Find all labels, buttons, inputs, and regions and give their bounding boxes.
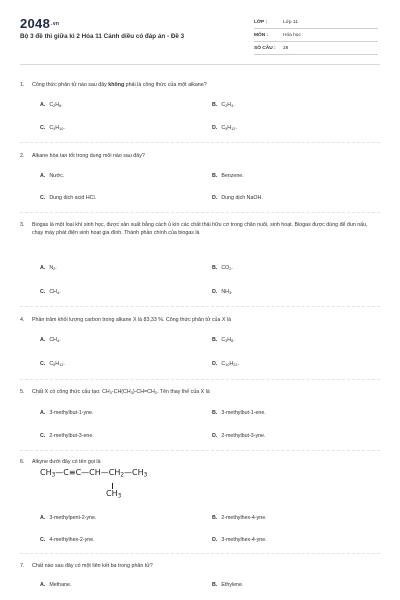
option-1a[interactable] xyxy=(40,102,63,108)
option-text: 3-methylbut-1-ene. xyxy=(221,410,266,416)
option-label: D. xyxy=(212,537,218,543)
question-number: 1. xyxy=(20,82,25,88)
option-2d[interactable] xyxy=(212,195,263,201)
option-4c[interactable] xyxy=(40,361,65,367)
option-text: $C_{10}H_{22}$. xyxy=(221,361,239,367)
divider xyxy=(20,306,380,307)
question-text: Biogas là một loại khí sinh học, được sản xuất bằng cách ủ kín các chất thải hữu cơ trong chăn nuôi, sinh hoạt. Biogas được dùng để đun nấu, chạy máy phát điện sinh hoạt gia đình. Thành phần chính của biogas là xyxy=(32,222,368,236)
option-1c[interactable] xyxy=(40,125,65,131)
option-1d[interactable] xyxy=(212,125,237,131)
question-number: 4. xyxy=(20,317,25,323)
question-2 xyxy=(20,153,380,161)
option-text: $CH_4$. xyxy=(49,337,61,343)
option-label: A. xyxy=(40,102,46,108)
option-5b[interactable] xyxy=(212,410,266,416)
option-label: B. xyxy=(212,265,218,271)
option-text: Ethylene. xyxy=(221,582,244,588)
option-text: Dung dịch NaOH. xyxy=(221,195,263,201)
question-6 xyxy=(20,459,380,467)
option-text: 4-methylhex-2-yne. xyxy=(49,537,95,543)
option-text: $C_2H_6$. xyxy=(49,102,63,108)
meta-value: Lớp 11 xyxy=(283,20,298,25)
option-label: C. xyxy=(40,195,46,201)
option-3c[interactable] xyxy=(40,289,61,295)
option-7b[interactable] xyxy=(212,582,243,588)
meta-value: 28 xyxy=(283,46,289,51)
option-label: C. xyxy=(40,537,46,543)
option-text: $C_4H_{10}$. xyxy=(49,125,65,131)
option-1b[interactable] xyxy=(212,102,235,108)
question-7 xyxy=(20,563,380,571)
option-2b[interactable] xyxy=(212,173,244,179)
option-4b[interactable] xyxy=(212,337,235,343)
meta-key: SỐ CÂU : xyxy=(254,46,276,51)
option-label: C. xyxy=(40,125,46,131)
option-text: Dung dịch acid HCl. xyxy=(49,195,97,201)
question-text: Phần trăm khối lượng carbon trong alkane X là 83,33 %. Công thức phân tử của X là xyxy=(32,317,232,323)
option-label: C. xyxy=(40,361,46,367)
option-4d[interactable] xyxy=(212,361,239,367)
option-text: 3-methylhex-4-yne. xyxy=(221,537,267,543)
option-text: 3-methylpent-2-yne. xyxy=(49,515,97,521)
question-text: Công thức phân tử nào sau đây không phải là công thức của một alkane? xyxy=(32,82,207,88)
option-text: $N_2$. xyxy=(49,265,57,271)
question-4 xyxy=(20,317,380,325)
divider xyxy=(20,212,380,213)
option-label: B. xyxy=(212,102,218,108)
option-text: $C_2H_4$. xyxy=(221,102,235,108)
option-label: A. xyxy=(40,515,46,521)
option-label: D. xyxy=(212,125,218,131)
option-2a[interactable] xyxy=(40,173,64,179)
question-text: Alkyne dưới đây có tên gọi là xyxy=(32,459,101,465)
question-number: 3. xyxy=(20,222,25,228)
option-text: 2-methylbut-3-yne. xyxy=(221,433,266,439)
option-7a[interactable] xyxy=(40,582,71,588)
option-label: A. xyxy=(40,582,46,588)
question-text: Chất X có công thức cấu tạo: $CH_3-CH(CH_3)-CH=CH_2$. Tên thay thế của X là xyxy=(32,389,210,395)
option-text: $NH_3$. xyxy=(221,289,233,295)
divider xyxy=(20,450,380,451)
divider xyxy=(254,41,378,42)
question-3 xyxy=(20,222,380,238)
meta-key: MÔN : xyxy=(254,33,269,38)
meta-key: LỚP : xyxy=(254,20,268,25)
option-text: $C_3H_8$. xyxy=(221,337,235,343)
brand-logo[interactable] xyxy=(20,16,59,31)
question-number: 7. xyxy=(20,563,25,569)
option-label: A. xyxy=(40,173,46,179)
brand-name: 2048 xyxy=(20,16,51,31)
option-3a[interactable] xyxy=(40,265,57,271)
option-label: B. xyxy=(212,582,218,588)
option-text: $C_5H_{12}$. xyxy=(221,125,237,131)
question-1 xyxy=(20,82,380,90)
option-text: 2-methylbut-3-ene. xyxy=(49,433,94,439)
option-6b[interactable] xyxy=(212,515,267,521)
option-label: A. xyxy=(40,410,46,416)
option-label: A. xyxy=(40,337,46,343)
option-label: D. xyxy=(212,433,218,439)
option-label: A. xyxy=(40,265,46,271)
question-number: 5. xyxy=(20,389,25,395)
divider xyxy=(254,28,378,29)
option-6a[interactable] xyxy=(40,515,96,521)
divider xyxy=(20,553,380,554)
structural-formula: $CH_3—C\equiv C—CH—CH_2—CH_3$ xyxy=(40,468,148,479)
question-5 xyxy=(20,389,380,398)
option-5a[interactable] xyxy=(40,410,93,416)
question-text: Chất nào sau đây có một liên kết ba trong phân tử? xyxy=(32,563,153,569)
option-label: B. xyxy=(212,173,218,179)
meta-class xyxy=(254,20,298,25)
option-text: $CO_2$. xyxy=(221,265,233,271)
divider xyxy=(254,54,378,55)
divider xyxy=(20,379,380,380)
page-title: Bộ 3 đề thi giữa kì 2 Hóa 11 Cánh diều có đáp án - Đề 3 xyxy=(20,33,185,40)
option-label: D. xyxy=(212,195,218,201)
option-text: Methane. xyxy=(49,582,72,588)
divider xyxy=(20,142,380,143)
branch-methyl: $CH_3$ xyxy=(106,489,122,500)
option-label: B. xyxy=(212,410,218,416)
question-text: Alkane hòa tan tốt trong dung môi nào sau đây? xyxy=(32,153,145,159)
option-label: C. xyxy=(40,289,46,295)
question-number: 6. xyxy=(20,459,25,465)
option-5d[interactable] xyxy=(212,433,265,439)
option-3d[interactable] xyxy=(212,289,233,295)
option-label: B. xyxy=(212,515,218,521)
option-text: 3-methylbut-1-yne. xyxy=(49,410,94,416)
option-text: 2-methylhex-4-yne. xyxy=(221,515,267,521)
option-label: B. xyxy=(212,337,218,343)
option-2c[interactable] xyxy=(40,195,96,201)
option-label: D. xyxy=(212,289,218,295)
option-4a[interactable] xyxy=(40,337,61,343)
option-text: $CH_4$. xyxy=(49,289,61,295)
header-divider xyxy=(20,64,380,65)
option-text: $C_5H_{12}$. xyxy=(49,361,65,367)
option-3b[interactable] xyxy=(212,265,233,271)
option-6c[interactable] xyxy=(40,537,95,543)
option-6d[interactable] xyxy=(212,537,267,543)
option-label: D. xyxy=(212,361,218,367)
meta-value: Hóa học xyxy=(283,33,301,38)
option-label: C. xyxy=(40,433,46,439)
option-text: Nước. xyxy=(49,173,65,179)
meta-count xyxy=(254,46,288,51)
question-number: 2. xyxy=(20,153,25,159)
option-text: Benzene. xyxy=(221,173,244,179)
brand-suffix: .vn xyxy=(51,21,60,27)
meta-subject xyxy=(254,33,301,38)
option-5c[interactable] xyxy=(40,433,94,439)
